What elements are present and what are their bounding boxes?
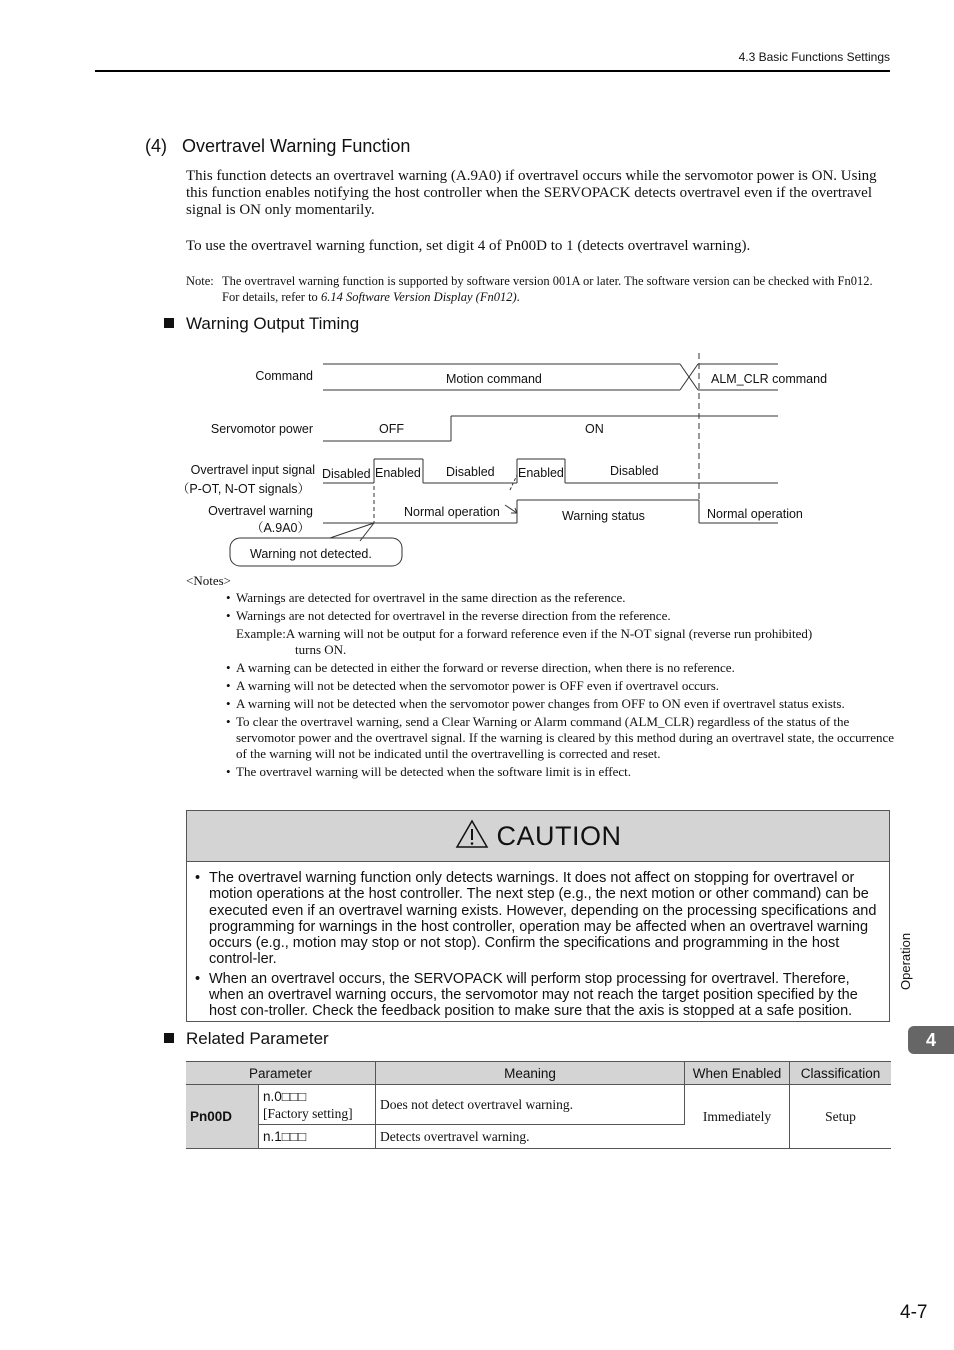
page-number: 4-7	[900, 1302, 928, 1323]
timing-heading: Warning Output Timing	[164, 314, 359, 334]
running-header: 4.3 Basic Functions Settings	[738, 50, 890, 64]
caution-item: • The overtravel warning function only detects warnings. It does not affect on stopping for overtravel or motion operations at the host controller. The next step (e.g., the next motion or other command) can be executed even if an overtravel warning exists. However, depending on the processing specifications and programming for warnings in the host controller, operation may be affected when an overtravel warning occurs (e.g., motion may stop or not stop). Confirm the specifications and programming in the host control-ler.	[209, 870, 881, 968]
setting-paragraph: To use the overtravel warning function, set digit 4 of Pn00D to 1 (detects overtravel warning).	[186, 238, 751, 254]
notes-block	[186, 573, 896, 782]
square-bullet-icon	[164, 318, 174, 328]
disabled-label-3: Disabled	[610, 464, 659, 478]
caution-box	[186, 810, 890, 1022]
note-item: • The overtravel warning will be detected when the software limit is in effect.	[186, 764, 896, 780]
label-ot-warning: Overtravel warning	[208, 504, 313, 518]
col-when-enabled: When Enabled	[685, 1062, 790, 1085]
label-ot-input: Overtravel input signal	[190, 463, 315, 477]
alm-clr-label: ALM_CLR command	[711, 372, 828, 386]
param-name: Pn00D	[186, 1085, 259, 1149]
col-meaning: Meaning	[376, 1062, 685, 1085]
classification-cell: Setup	[790, 1085, 892, 1149]
col-parameter: Parameter	[186, 1062, 376, 1085]
off-label: OFF	[379, 422, 404, 436]
warning-triangle-icon	[455, 819, 489, 849]
label-command: Command	[255, 369, 313, 383]
meaning-cell: Detects overtravel warning.	[376, 1125, 685, 1149]
col-classification: Classification	[790, 1062, 892, 1085]
section-title: (4) Overtravel Warning Function	[145, 136, 411, 156]
label-ot-warning-sub: （A.9A0）	[250, 521, 310, 535]
warning-not-detected-callout: Warning not detected.	[250, 547, 372, 561]
note-item: • Warnings are not detected for overtravel in the reverse direction from the reference.	[186, 608, 896, 624]
normal-operation-label-2: Normal operation	[707, 507, 803, 521]
parameter-table	[186, 1061, 891, 1149]
when-enabled-cell: Immediately	[685, 1085, 790, 1149]
side-section-label: Operation	[898, 932, 913, 990]
motion-command-label: Motion command	[446, 372, 542, 386]
related-heading: Related Parameter	[164, 1029, 329, 1049]
note-reference[interactable]: 6.14 Software Version Display (Fn012)	[320, 290, 517, 304]
note-example: Example:A warning will not be output for a forward reference even if the N-OT signal (reverse run prohibited) turns ON.	[236, 626, 813, 657]
note-item: • A warning will not be detected when the servomotor power changes from OFF to ON even if overtravel status exists.	[186, 696, 896, 712]
label-servo-power: Servomotor power	[210, 422, 313, 436]
setting-cell: n.0□□□ [Factory setting]	[259, 1085, 376, 1125]
on-label: ON	[585, 422, 604, 436]
note-item: • A warning will not be detected when the servomotor power is OFF even if overtravel occurs.	[186, 678, 896, 694]
header-rule	[95, 70, 890, 72]
caution-header	[187, 811, 889, 862]
disabled-label-2: Disabled	[446, 465, 495, 479]
enabled-label-1: Enabled	[375, 466, 421, 480]
note-item: • Warnings are detected for overtravel in the same direction as the reference.	[186, 590, 896, 606]
setting-cell: n.1□□□	[259, 1125, 376, 1149]
normal-operation-label-1: Normal operation	[404, 505, 500, 519]
disabled-label-1: Disabled	[322, 467, 371, 481]
note-text: The overtravel warning function is supported by software version 001A or later. The software version can be checked with Fn012. For details, refer to 6.14 Software Version Display (Fn012).	[222, 274, 873, 304]
square-bullet-icon	[164, 1033, 174, 1043]
note-item: • To clear the overtravel warning, send a Clear Warning or Alarm command (ALM_CLR) regardless of the status of the servomotor power and the overtravel signal. If the warning is cleared by this method during an overtravel state, the occurrence of the warning will not be indicated until the overtravelling is corrected and reset.	[186, 714, 896, 762]
label-ot-input-sub: （P-OT, N-OT signals）	[176, 482, 310, 496]
intro-paragraph: This function detects an overtravel warning (A.9A0) if overtravel occurs while the servomotor power is ON. Using this function enables notifying the host controller when the SERVOPACK detects overtravel even if the overtravel signal is ON only momentarily.	[186, 168, 877, 218]
caution-title: CAUTION	[496, 821, 622, 851]
chapter-tab[interactable]: 4	[908, 1026, 954, 1054]
notes-title: <Notes>	[186, 573, 231, 588]
caution-item: • When an overtravel occurs, the SERVOPACK will perform stop processing for overtravel. Therefore, when an overtravel warning occurs, the servomotor may not reach the target position specified by the host con-troller. Check the feedback position to make sure that the axis is stopped at a safe position.	[209, 971, 881, 1020]
note-item: • A warning can be detected in either the forward or reverse direction, when there is no reference.	[186, 660, 896, 676]
note-prefix: Note:	[186, 274, 214, 288]
enabled-label-2: Enabled	[518, 466, 564, 480]
meaning-cell: Does not detect overtravel warning.	[376, 1085, 685, 1125]
note	[186, 273, 886, 305]
warning-status-label: Warning status	[562, 509, 645, 523]
